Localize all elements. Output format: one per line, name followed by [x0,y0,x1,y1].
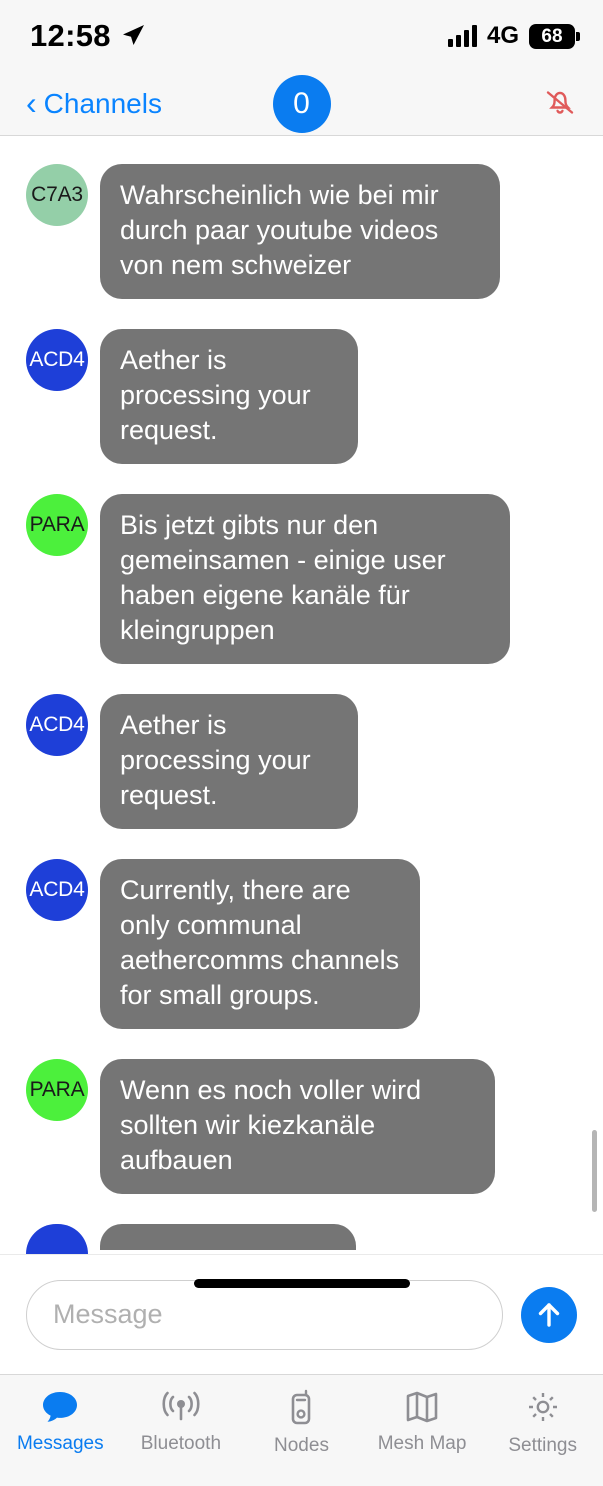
tab-mesh-map[interactable] [362,1389,483,1455]
map-icon [402,1389,442,1425]
back-button-label: Channels [43,87,162,119]
location-arrow-icon [120,23,146,49]
broadcast-icon [160,1389,202,1425]
battery-level-label: 68 [541,25,563,47]
avatar-label: ACD4 [29,878,85,901]
avatar-label: ACD4 [29,348,85,371]
tab-nodes[interactable] [241,1389,362,1457]
message-row [0,164,603,299]
avatar[interactable] [26,1224,88,1254]
device-icon [284,1389,318,1427]
message-bubble[interactable]: Bis jetzt gibts nur den gemeinsamen - einige user haben eigene kanäle für kleingruppen [100,494,510,664]
message-list[interactable] [0,136,603,1254]
avatar[interactable] [26,494,88,556]
message-row [0,1059,603,1194]
avatar[interactable] [26,694,88,756]
tab-messages[interactable] [0,1389,121,1455]
message-bubble[interactable]: Wahrscheinlich wie bei mir durch paar youtube videos von nem schweizer [100,164,500,299]
tab-label: Bluetooth [140,1433,222,1454]
message-row [0,694,603,829]
tab-bar [0,1374,603,1486]
message-row-partial [0,1224,603,1254]
channel-index-badge[interactable]: 0 [273,75,331,133]
battery-icon [529,24,575,49]
status-bar-left [30,18,146,54]
tab-label: Settings [508,1435,577,1456]
tab-label: Nodes [274,1435,329,1456]
status-bar [0,0,603,72]
status-clock: 12:58 [30,18,111,53]
message-input[interactable] [26,1280,503,1350]
chevron-left-icon: ‹ [26,84,37,121]
bell-muted-icon[interactable] [541,82,579,125]
tab-label: Messages [16,1433,104,1454]
avatar[interactable] [26,1059,88,1121]
home-indicator [194,1279,410,1288]
chat-bubble-icon [40,1389,80,1425]
avatar-label: PARA [29,1078,85,1101]
avatar-label: C7A3 [31,183,83,206]
avatar[interactable] [26,164,88,226]
avatar[interactable] [26,859,88,921]
gear-icon [524,1389,562,1427]
message-bubble[interactable] [100,1224,356,1250]
tab-label: Mesh Map [377,1433,467,1454]
message-bubble[interactable]: Wenn es noch voller wird sollten wir kiezkanäle aufbauen [100,1059,495,1194]
status-bar-right [448,22,575,50]
tab-settings[interactable] [482,1389,603,1457]
send-button[interactable] [521,1287,577,1343]
tab-bluetooth[interactable] [121,1389,242,1455]
avatar[interactable] [26,329,88,391]
message-row [0,859,603,1029]
message-bubble[interactable]: Aether is processing your request. [100,694,358,829]
signal-bars-icon [448,25,477,47]
scrollbar[interactable] [592,1130,597,1212]
back-to-channels-button[interactable] [26,84,162,121]
message-composer [0,1254,603,1374]
network-type-label: 4G [486,22,519,49]
message-row [0,494,603,664]
message-row [0,329,603,464]
arrow-up-icon [532,1298,566,1332]
message-bubble[interactable]: Currently, there are only communal aethercomms channels for small groups. [100,859,420,1029]
nav-bar [0,72,603,136]
message-bubble[interactable]: Aether is processing your request. [100,329,358,464]
avatar-label: ACD4 [29,713,85,736]
avatar-label: PARA [29,513,85,536]
